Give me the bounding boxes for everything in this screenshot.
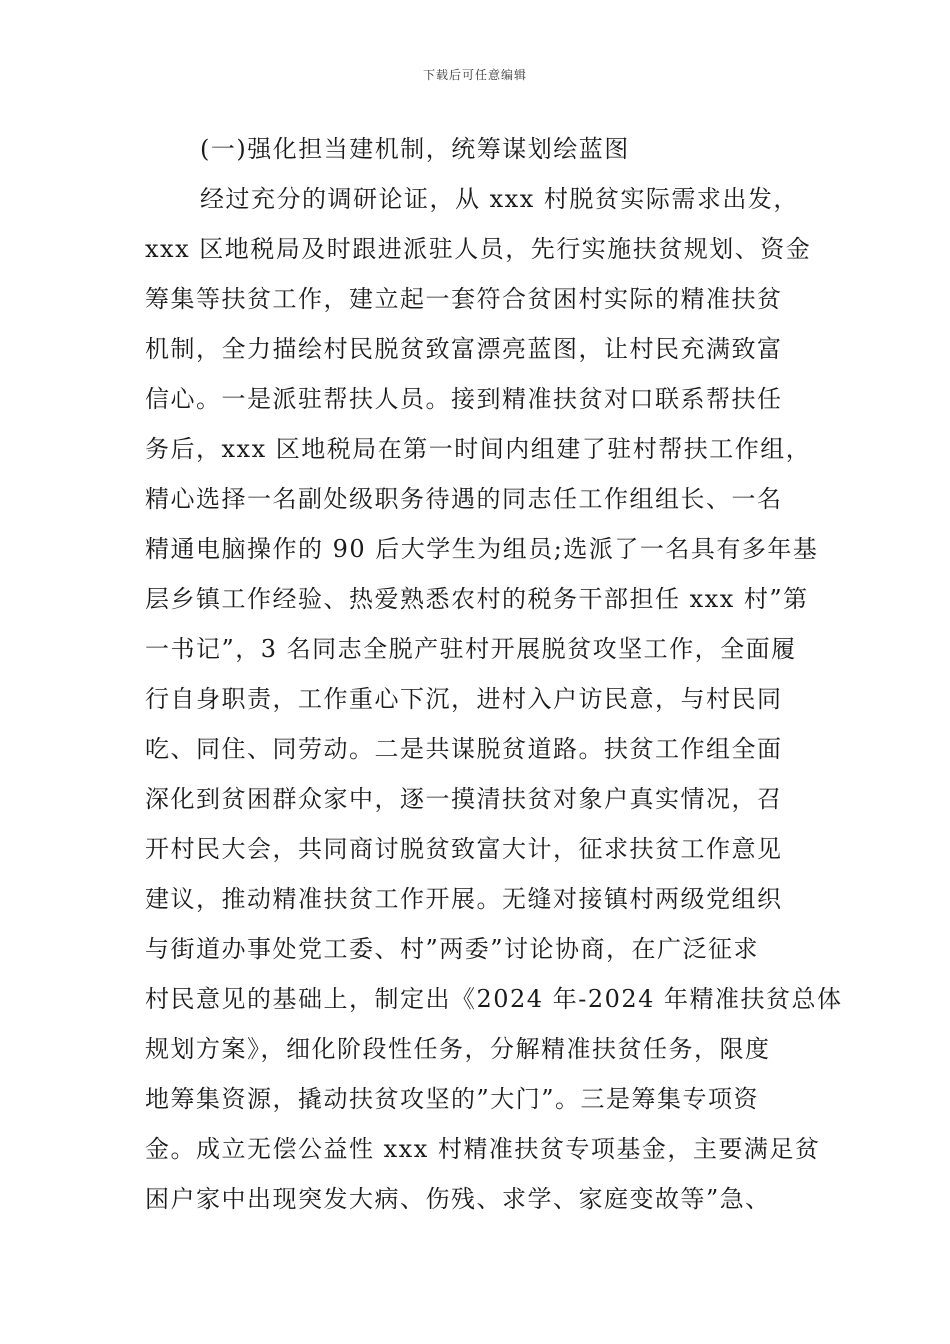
paragraph-line: 机制，全力描绘村民脱贫致富漂亮蓝图，让村民充满致富 [145, 335, 783, 363]
section-heading: (一)强化担当建机制，统筹谋划绘蓝图 [200, 135, 630, 163]
paragraph-line: 信心。一是派驻帮扶人员。接到精准扶贫对口联系帮扶任 [145, 385, 783, 413]
paragraph-line: 筹集等扶贫工作，建立起一套符合贫困村实际的精准扶贫 [145, 285, 783, 313]
document-body [145, 128, 843, 1228]
paragraph-line: 一书记”，3 名同志全脱产驻村开展脱贫攻坚工作，全面履 [145, 635, 797, 663]
paragraph-line: 开村民大会，共同商讨脱贫致富大计，征求扶贫工作意见 [145, 835, 783, 863]
paragraph-line: 层乡镇工作经验、热爱熟悉农村的税务干部担任 xxx 村”第 [145, 585, 809, 613]
paragraph-line: 吃、同住、同劳动。二是共谋脱贫道路。扶贫工作组全面 [145, 735, 783, 763]
paragraph-line: 困户家中出现突发大病、伤残、求学、家庭变故等”急、 [145, 1185, 771, 1213]
paragraph-line: 务后，xxx 区地税局在第一时间内组建了驻村帮扶工作组， [145, 435, 812, 463]
paragraph-line: 规划方案》，细化阶段性任务，分解精准扶贫任务，限度 [145, 1035, 771, 1063]
paragraph-line: 地筹集资源，撬动扶贫攻坚的”大门”。三是筹集专项资 [145, 1085, 760, 1113]
paragraph-line: 与街道办事处党工委、村”两委”讨论协商，在广泛征求 [145, 935, 760, 963]
paragraph-line: 经过充分的调研论证，从 xxx 村脱贫实际需求出发， [200, 185, 799, 213]
paragraph-line: 村民意见的基础上，制定出《2024 年-2024 年精准扶贫总体 [145, 985, 843, 1013]
paragraph-line: 金。成立无偿公益性 xxx 村精准扶贫专项基金，主要满足贫 [145, 1135, 821, 1163]
paragraph-line: 行自身职责，工作重心下沉，进村入户访民意，与村民同 [145, 685, 783, 713]
paragraph-line: 深化到贫困群众家中，逐一摸清扶贫对象户真实情况，召 [145, 785, 783, 813]
page-header-note: 下载后可任意编辑 [422, 68, 527, 82]
paragraph-line: 精通电脑操作的 90 后大学生为组员;选派了一名具有多年基 [145, 535, 819, 563]
paragraph-line: xxx 区地税局及时跟进派驻人员，先行实施扶贫规划、资金 [145, 235, 812, 263]
paragraph-line: 精心选择一名副处级职务待遇的同志任工作组组长、一名 [145, 485, 783, 513]
paragraph-line: 建议，推动精准扶贫工作开展。无缝对接镇村两级党组织 [145, 885, 783, 913]
